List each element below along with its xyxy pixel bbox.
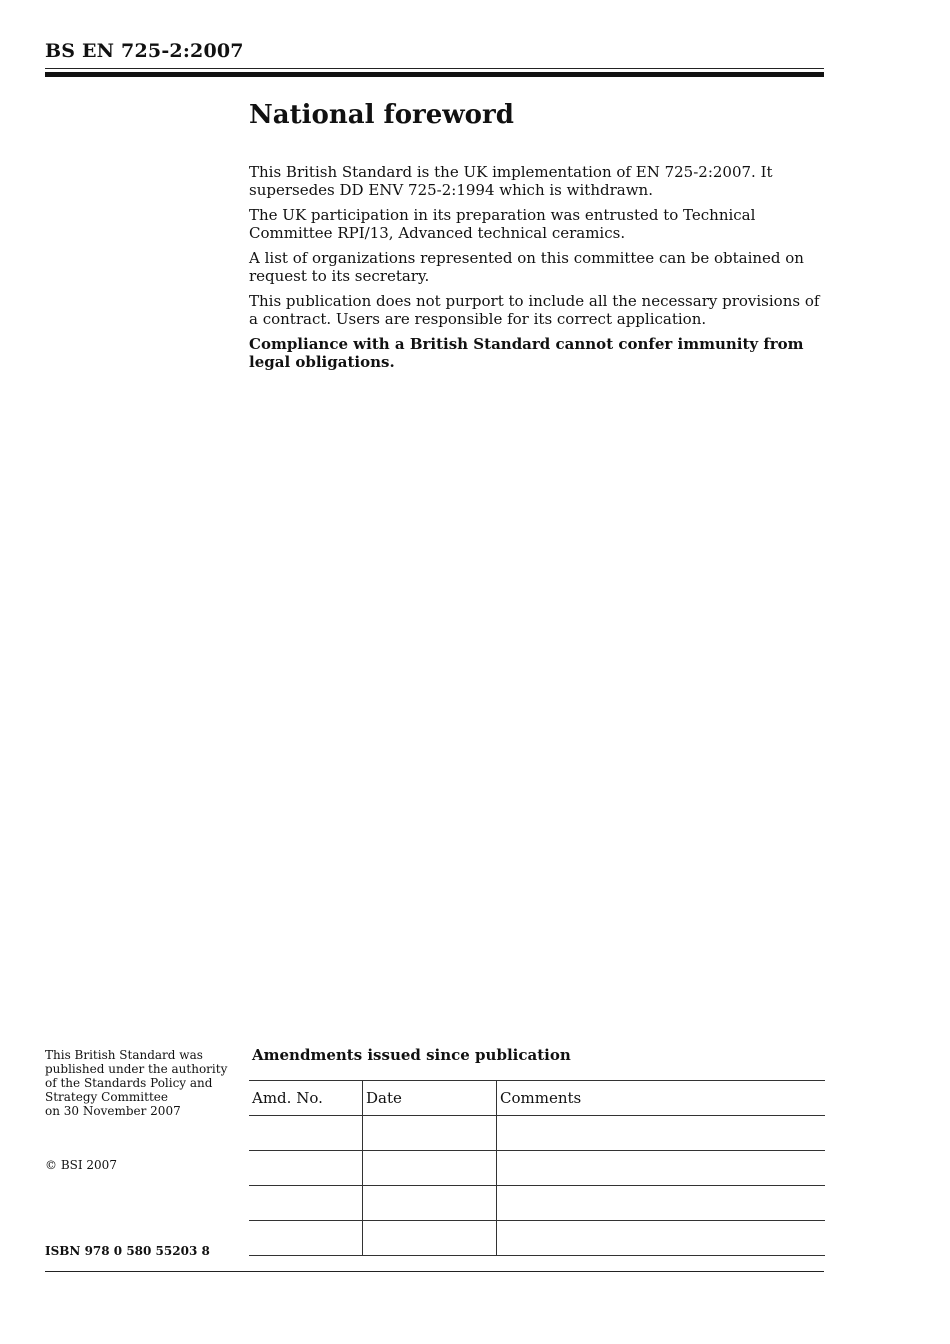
table-cell [497, 1186, 826, 1221]
table-cell [363, 1186, 497, 1221]
amendments-title: Amendments issued since publication [252, 1046, 571, 1064]
table-cell [497, 1221, 826, 1256]
publication-imprint [45, 1048, 235, 1118]
column-header-date: Date [363, 1081, 497, 1116]
imprint-line: This British Standard was [45, 1048, 203, 1062]
table-cell [249, 1151, 363, 1186]
imprint-line: Strategy Committee [45, 1090, 168, 1104]
column-header-comments: Comments [497, 1081, 826, 1116]
table-row [249, 1151, 825, 1186]
table-cell [249, 1116, 363, 1151]
table-cell [363, 1151, 497, 1186]
document-code: BS EN 725-2:2007 [45, 40, 244, 62]
table-row [249, 1186, 825, 1221]
paragraph-provisions: This publication does not purport to include all the necessary provisions of a contract. Users are responsible for its correct application. [249, 292, 820, 328]
footer-rule [45, 1271, 824, 1272]
table-cell [497, 1151, 826, 1186]
page-title: National foreword [249, 100, 514, 130]
column-header-amd-no: Amd. No. [249, 1081, 363, 1116]
paragraph-implementation: This British Standard is the UK implementation of EN 725-2:2007. It supersedes DD ENV 725-2:1994 which is withdrawn. [249, 163, 773, 199]
paragraph-committee: The UK participation in its preparation was entrusted to Technical Committee RPI/13, Advanced technical ceramics. [249, 206, 756, 242]
table-cell [249, 1221, 363, 1256]
table-cell [249, 1186, 363, 1221]
header-rule-thick [45, 72, 824, 77]
table-cell [363, 1221, 497, 1256]
foreword-body [249, 163, 829, 378]
table-row [249, 1116, 825, 1151]
imprint-line: on 30 November 2007 [45, 1104, 181, 1118]
isbn: ISBN 978 0 580 55203 8 [45, 1244, 210, 1258]
paragraph-organizations: A list of organizations represented on this committee can be obtained on request to its secretary. [249, 249, 804, 285]
paragraph-compliance: Compliance with a British Standard cannot confer immunity from legal obligations. [249, 335, 804, 371]
table-cell [363, 1116, 497, 1151]
copyright-notice: © BSI 2007 [45, 1158, 117, 1172]
table-header-row [249, 1081, 825, 1116]
table-row [249, 1221, 825, 1256]
header-rule-thin [45, 68, 824, 69]
imprint-line: of the Standards Policy and [45, 1076, 213, 1090]
amendments-table [249, 1080, 825, 1256]
table-cell [497, 1116, 826, 1151]
imprint-line: published under the authority [45, 1062, 228, 1076]
